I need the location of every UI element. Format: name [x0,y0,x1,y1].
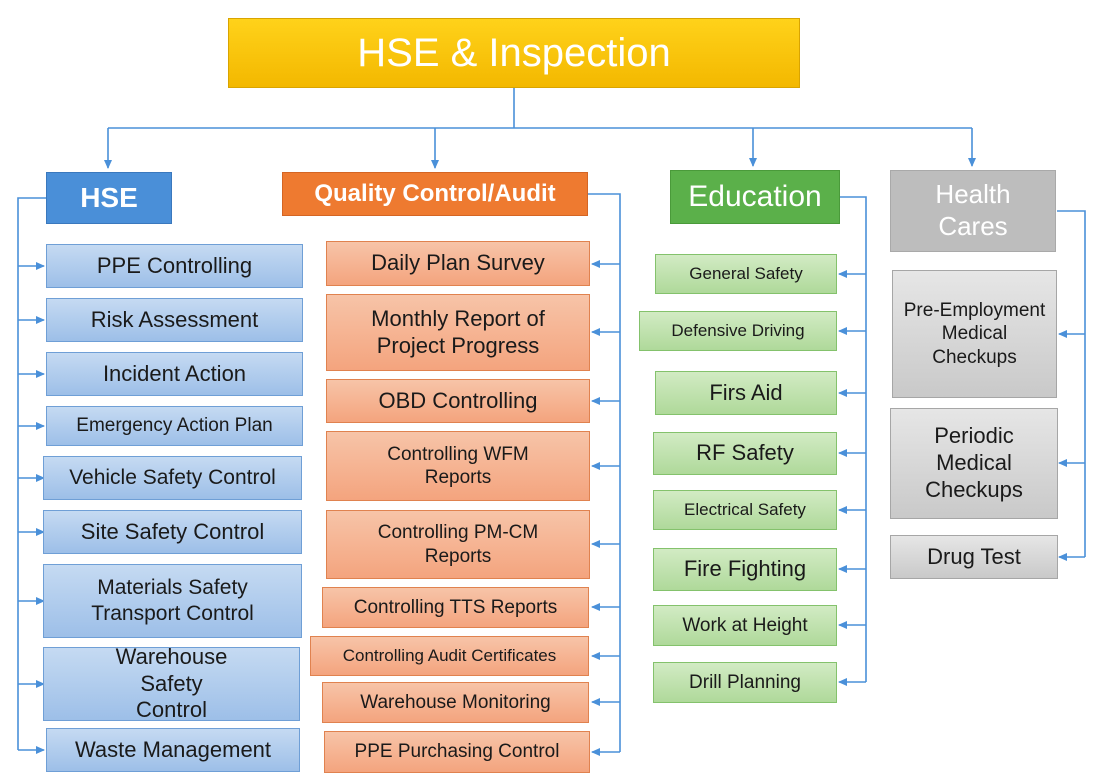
health-care-item: Drug Test [890,535,1058,579]
education-item: Drill Planning [653,662,837,703]
hse-item: Risk Assessment [46,298,303,342]
qc-item: Controlling Audit Certificates [310,636,589,676]
education-item: Work at Height [653,605,837,646]
education-item: Defensive Driving [639,311,837,351]
education-item: General Safety [655,254,837,294]
qc-item: OBD Controlling [326,379,590,423]
education-rail-line [840,197,866,682]
health-care-item: Pre-Employment Medical Checkups [892,270,1057,398]
qc-item: Controlling WFM Reports [326,431,590,501]
hse-item: Warehouse Safety Control [43,647,300,721]
qc-item: Daily Plan Survey [326,241,590,286]
column-header-quality-control: Quality Control/Audit [282,172,588,216]
qc-item: Controlling TTS Reports [322,587,589,628]
qc-item: Warehouse Monitoring [322,682,589,723]
hse-item: Site Safety Control [43,510,302,554]
column-header-health-cares: Health Cares [890,170,1056,252]
hse-item: Materials Safety Transport Control [43,564,302,638]
health-cares-rail-line [1057,211,1085,557]
education-item: RF Safety [653,432,837,475]
hse-item: Vehicle Safety Control [43,456,302,500]
qc-item: PPE Purchasing Control [324,731,590,773]
hse-item: PPE Controlling [46,244,303,288]
education-item: Fire Fighting [653,548,837,591]
qc-item: Monthly Report of Project Progress [326,294,590,371]
hse-rail-line [18,198,46,750]
root-node: HSE & Inspection [228,18,800,88]
health-care-item: Periodic Medical Checkups [890,408,1058,519]
hse-item: Incident Action [46,352,303,396]
qc-item: Controlling PM-CM Reports [326,510,590,579]
education-item: Firs Aid [655,371,837,415]
hse-item: Waste Management [46,728,300,772]
education-item: Electrical Safety [653,490,837,530]
column-header-hse: HSE [46,172,172,224]
column-header-education: Education [670,170,840,224]
qc-rail-line [588,194,620,752]
hse-item: Emergency Action Plan [46,406,303,446]
